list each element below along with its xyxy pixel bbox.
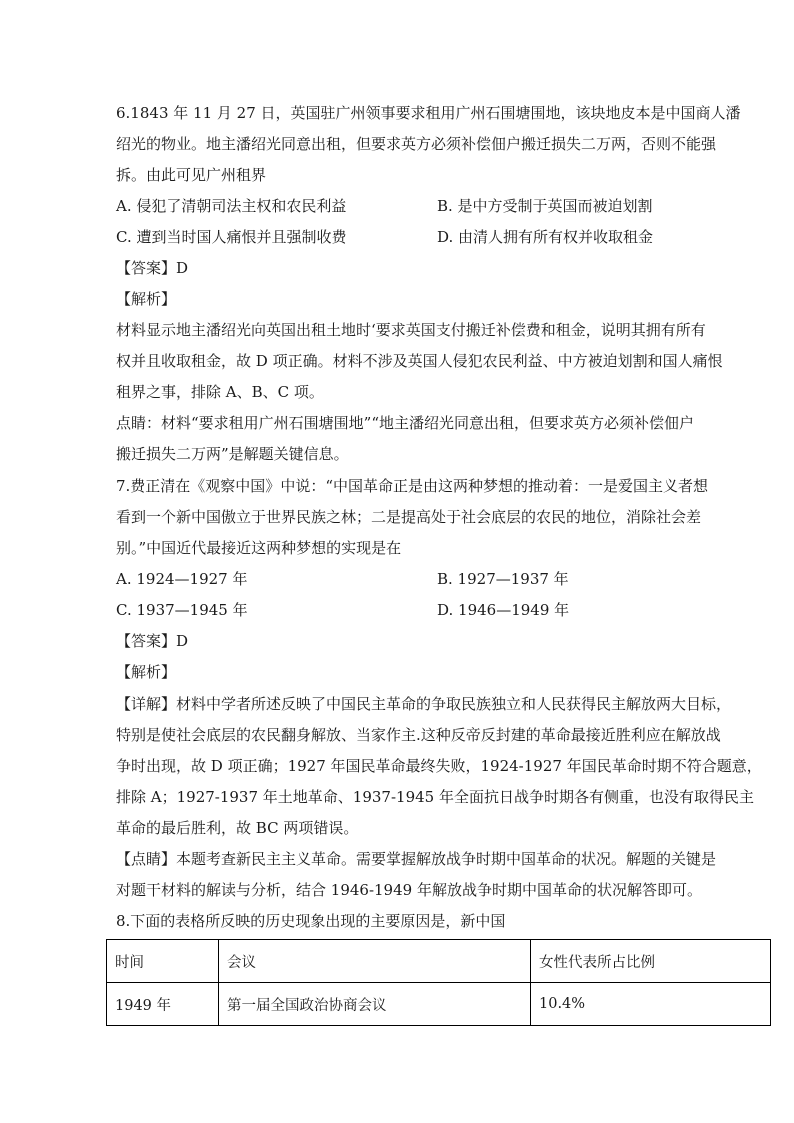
q7-detail-line-2: 特别是使社会底层的农民翻身解放、当家作主.这种反帝反封建的革命最接近胜利应在解放战: [116, 726, 721, 744]
q7-option-a: A. 1924—1927 年: [116, 570, 248, 588]
q6-analysis-line-3: 租界之事，排除 A、B、C 项。: [116, 383, 324, 401]
q6-stem-line-2: 绍光的物业。地主潘绍光同意出租，但要求英方必须补偿佃户搬迁损失二万两，否则不能强: [116, 135, 717, 153]
q6-tip-line-1: 点睛：材料“要求租用广州石围塘围地”“地主潘绍光同意出租，但要求英方必须补偿佃户: [116, 414, 695, 432]
q6-answer: 【答案】D: [116, 259, 189, 277]
q6-analysis-line-1: 材料显示地主潘绍光向英国出租土地时‘要求英国支付搬迁补偿费和租金，说明其拥有所有: [116, 321, 706, 339]
table-cell: 第一届全国政治协商会议: [219, 983, 531, 1026]
q7-stem-line-2: 看到一个新中国傲立于世界民族之林；二是提高处于社会底层的农民的地位，消除社会差: [116, 508, 702, 526]
q7-stem-line-1: 7.费正清在《观察中国》中说：“中国革命正是由这两种梦想的推动着：一是爱国主义者想: [116, 477, 708, 495]
table-header-cell: 会议: [219, 940, 531, 983]
q7-option-c: C. 1937—1945 年: [116, 601, 248, 619]
q6-stem-line-3: 拆。由此可见广州租界: [116, 166, 267, 184]
q6-option-a: A. 侵犯了清朝司法主权和农民利益: [116, 197, 347, 215]
q7-detail-line-4: 排除 A；1927-1937 年土地革命、1937-1945 年全面抗日战争时期各有侧重，也没有取得民主: [116, 788, 754, 806]
table-header-cell: 时间: [107, 940, 219, 983]
q8-stem: 8.下面的表格所反映的历史现象出现的主要原因是，新中国: [116, 912, 506, 930]
q7-detail-line-1: 【详解】材料中学者所述反映了中国民主革命的争取民族独立和人民获得民主解放两大目标，: [116, 695, 732, 713]
q7-tip-line-2: 对题干材料的解读与分析，结合 1946-1949 年解放战争时期中国革命的状况解答即可。: [116, 881, 702, 899]
table-row: [107, 983, 771, 1026]
table-header-row: [107, 940, 771, 983]
q7-analysis-label: 【解析】: [116, 663, 177, 681]
q7-detail-line-3: 争时出现，故 D 项正确；1927 年国民革命最终失败，1924-1927 年国民革命时期不符合题意，: [116, 757, 762, 775]
table-cell: 10.4%: [531, 983, 771, 1026]
women-representation-table: [106, 939, 771, 1026]
table-header-cell: 女性代表所占比例: [531, 940, 771, 983]
q6-analysis-label: 【解析】: [116, 290, 177, 308]
q7-tip-line-1: 【点睛】本题考查新民主主义革命。需要掌握解放战争时期中国革命的状况。解题的关键是: [116, 850, 717, 868]
q7-option-b: B. 1927—1937 年: [437, 570, 569, 588]
q6-option-b: B. 是中方受制于英国而被迫划割: [437, 197, 653, 215]
q7-stem-line-3: 别。”中国近代最接近这两种梦想的实现是在: [116, 539, 402, 557]
q7-option-d: D. 1946—1949 年: [437, 601, 570, 619]
q6-option-d: D. 由清人拥有所有权并收取租金: [437, 228, 654, 246]
q7-answer: 【答案】D: [116, 632, 189, 650]
q6-option-c: C. 遭到当时国人痛恨并且强制收费: [116, 228, 347, 246]
q6-analysis-line-2: 权并且收取租金，故 D 项正确。材料不涉及英国人侵犯农民利益、中方被迫划割和国人痛恨: [116, 352, 723, 370]
table-cell: 1949 年: [107, 983, 219, 1026]
q7-detail-line-5: 革命的最后胜利，故 BC 两项错误。: [116, 819, 359, 837]
q6-tip-line-2: 搬迁损失二万两”是解题关键信息。: [116, 445, 349, 463]
q6-stem-line-1: 6.1843 年 11 月 27 日，英国驻广州领事要求租用广州石围塘围地，该块地皮本是中国商人潘: [116, 104, 741, 122]
